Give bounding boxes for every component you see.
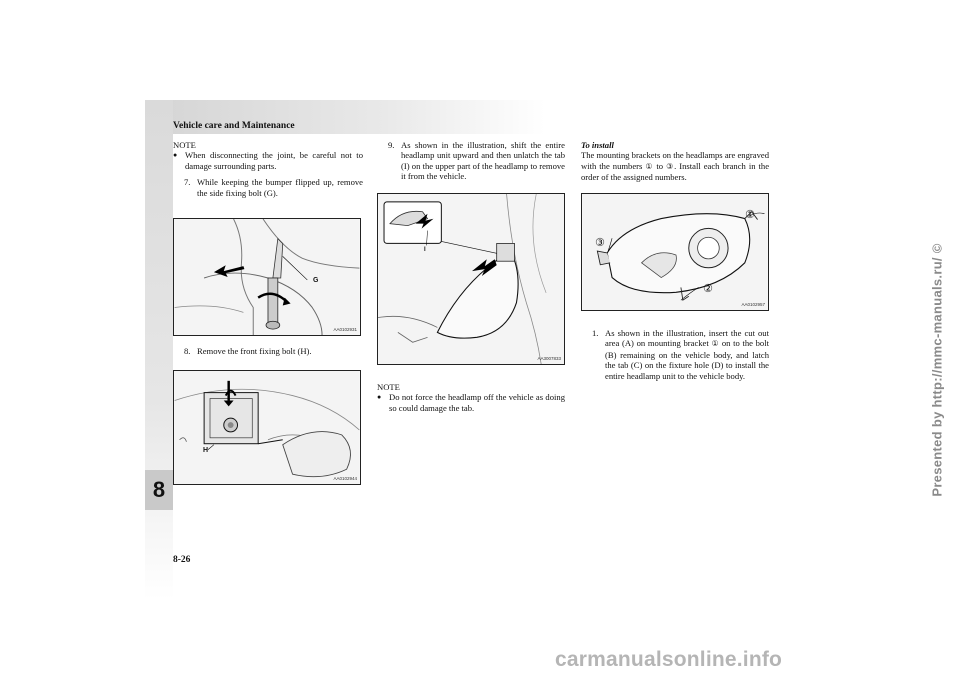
bullet-dot-icon: ● — [173, 151, 178, 160]
step-9 — [377, 140, 565, 182]
chapter-tab: 8 — [145, 470, 173, 510]
bottom-watermark: carmanualsonline.info — [555, 648, 783, 671]
figure-callout-h: H — [203, 447, 209, 454]
install-intro — [581, 150, 769, 182]
side-band — [145, 100, 173, 600]
circled-one: ① — [645, 161, 654, 171]
circled-one: ① — [711, 339, 720, 349]
column-1 — [173, 140, 363, 198]
side-bolt-illustration — [174, 219, 360, 335]
note-bullet-text: When disconnecting the joint, be careful not to damage surrounding parts. — [185, 150, 363, 171]
headlamp-brackets-illustration — [582, 194, 768, 310]
headlamp-removal-illustration — [378, 194, 564, 364]
step-text: As shown in the illustration, insert the cut out area (A) on mounting bracket — [605, 328, 769, 349]
step-number: 8. — [184, 346, 191, 356]
step-number: 9. — [388, 140, 395, 150]
step-text: While keeping the bumper flipped up, remove the side fixing bolt (G). — [197, 177, 363, 198]
bullet-dot-icon: ● — [377, 393, 382, 402]
step-text: on to the bolt (B) remaining on the vehicle body, and latch the tab (C) on the fixture hole (D) to install the entire headlamp unit to the vehicle body. — [605, 338, 769, 381]
step-number: 1. — [592, 328, 599, 338]
circled-three: ③ — [666, 161, 675, 171]
step-7 — [173, 177, 363, 198]
figure-headlamp-removal — [377, 193, 565, 365]
column-1-step-8 — [173, 346, 363, 356]
column-2-note — [377, 382, 565, 413]
bracket-marker-2: ② — [703, 282, 713, 295]
figure-code: AA3007833 — [537, 356, 561, 361]
intro-text: to — [653, 160, 667, 171]
front-bolt-illustration — [174, 371, 360, 484]
bracket-marker-1: ① — [745, 208, 755, 221]
figure-callout-i: I — [424, 247, 426, 253]
side-watermark: Presented by http://mmc-manuals.ru/ © — [929, 243, 945, 497]
page-number: 8-26 — [173, 555, 191, 565]
step-8 — [173, 346, 363, 356]
note-title: NOTE — [173, 140, 196, 150]
column-2 — [377, 140, 565, 182]
note-bullet — [377, 392, 565, 413]
figure-callout-g: G — [313, 277, 319, 284]
note-title: NOTE — [377, 382, 400, 392]
step-text: As shown in the illustration, shift the entire headlamp unit upward and then unlatch the tab (I) on the upper part of the headlamp to remove it from the vehicle. — [401, 140, 565, 182]
step-text: Remove the front fixing bolt (H). — [197, 346, 312, 356]
intro-text: The mounting brackets on the headlamps are engraved with the numbers — [581, 150, 769, 171]
figure-code: AA0102944 — [333, 476, 357, 481]
column-3 — [581, 140, 769, 183]
step-1 — [581, 328, 769, 381]
figure-code: AA0102931 — [333, 327, 357, 332]
figure-front-bolt — [173, 370, 361, 485]
note-bullet-text: Do not force the headlamp off the vehicle as doing so could damage the tab. — [389, 392, 565, 413]
figure-side-bolt — [173, 218, 361, 336]
section-header: Vehicle care and Maintenance — [173, 121, 295, 131]
step-number: 7. — [184, 177, 191, 188]
figure-code: AA0102957 — [741, 302, 765, 307]
section-heading: To install — [581, 140, 614, 150]
column-3-step-1 — [581, 328, 769, 381]
intro-text: . Install each branch in the order of the assigned numbers. — [581, 160, 770, 183]
figure-headlamp-brackets — [581, 193, 769, 311]
bracket-marker-3: ③ — [595, 236, 605, 249]
note-bullet — [173, 150, 363, 171]
